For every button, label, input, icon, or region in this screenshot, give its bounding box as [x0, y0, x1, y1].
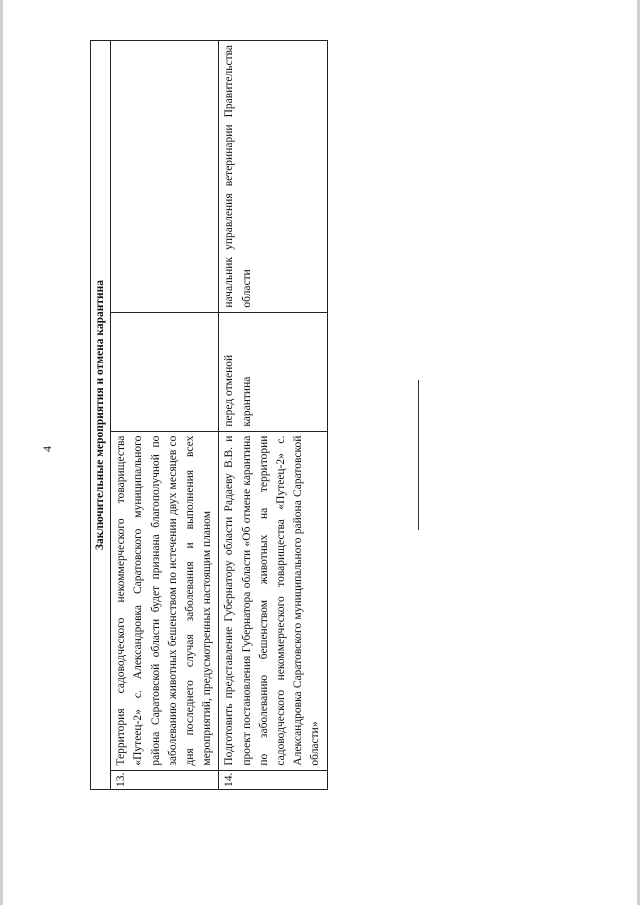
row-number: 14.: [219, 770, 327, 789]
row-action: Территория садоводческого некоммерческого товарищества «Путеец-2» с. Александровка Саратовского муниципального района Саратовской области будет признана благополучной по заболеванию животных бешенством по истечении двух месяцев со дня последнего случая заболевания и выполнения всех мероприятий, предусмотренных настоящим планом: [111, 431, 219, 770]
row-term: перед отменой карантина: [219, 312, 327, 431]
row-responsible: начальник управления ветеринарии Правительства области: [219, 41, 327, 313]
scan-edge-left: [0, 0, 3, 905]
rotated-table-container: [90, 40, 322, 790]
section-header-row: [91, 41, 111, 790]
row-action: Подготовить представление Губернатору области Радаеву В.В. и проект постановления Губернатора области «Об отмене карантина по заболеванию бешенством животных на территории садоводческого некоммерческого товарищества «Путеец-2» с. Александровка Саратовского муниципального района Саратовской области»: [219, 431, 327, 770]
table-row: [111, 41, 219, 790]
table-row: [219, 41, 327, 790]
row-term: [111, 312, 219, 431]
row-number: 13.: [111, 770, 219, 789]
signature-divider-line: [418, 380, 419, 530]
section-title: Заключительные мероприятия и отмена карантина: [91, 41, 111, 790]
plan-table: [90, 40, 328, 790]
row-responsible: [111, 41, 219, 313]
page-number: 4: [40, 446, 54, 452]
